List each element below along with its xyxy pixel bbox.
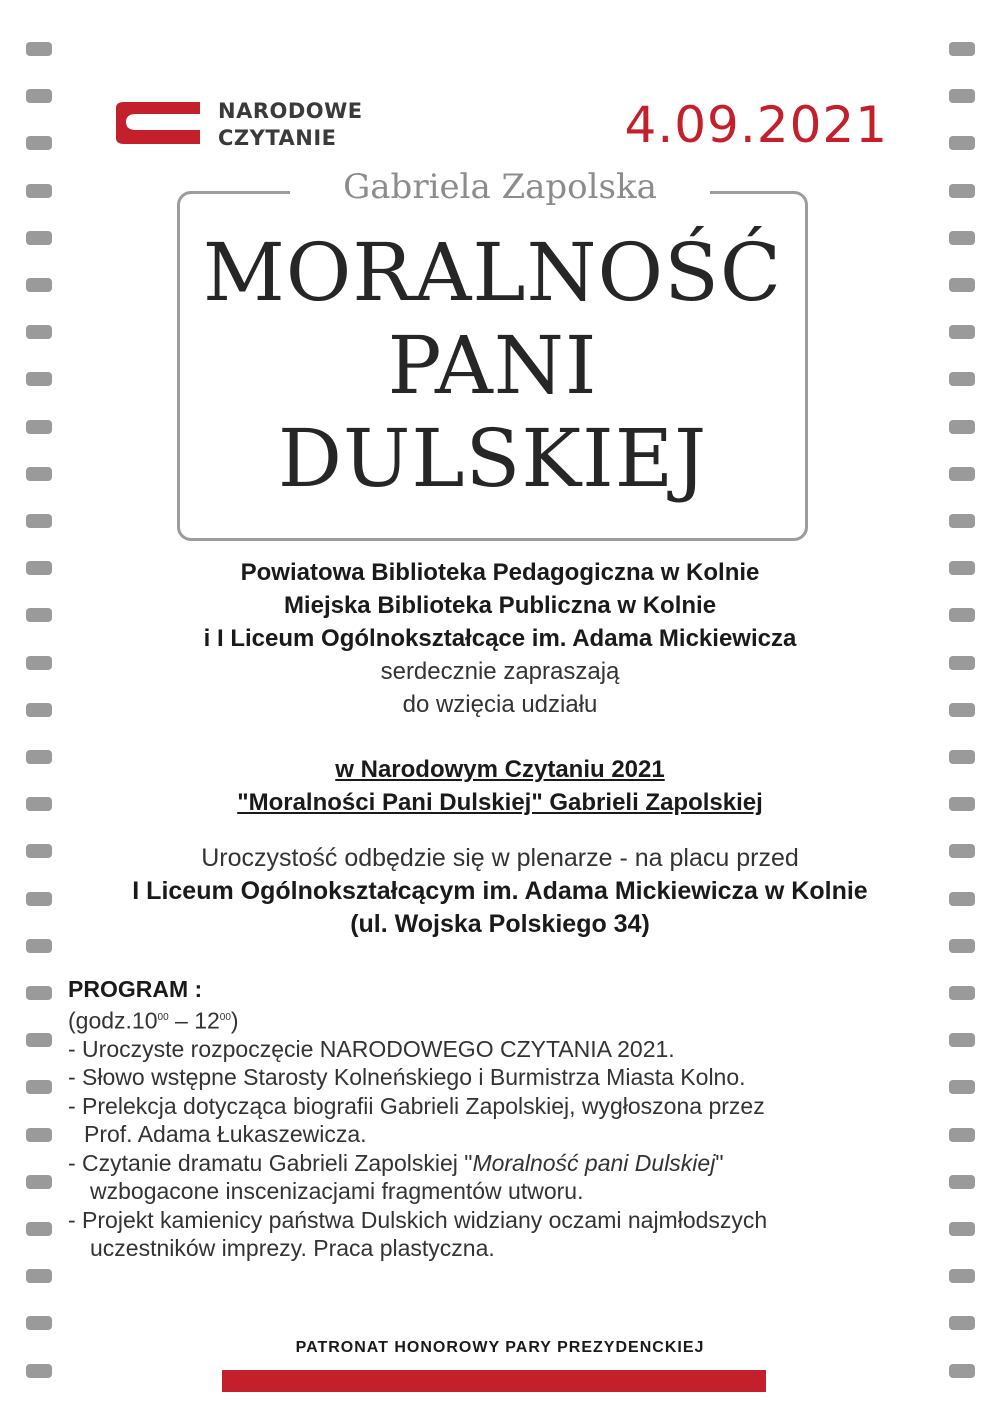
perforation-hole [26, 1128, 52, 1142]
logo-line-2: CZYTANIE [218, 126, 337, 150]
perforation-hole [26, 278, 52, 292]
perforation-hole [26, 1033, 52, 1047]
program-heading: PROGRAM : [68, 976, 203, 1002]
title-line-2: PANI [387, 319, 598, 412]
perforation-hole [26, 1364, 52, 1378]
author-name: Gabriela Zapolska [290, 167, 710, 207]
perforation-hole [26, 1222, 52, 1236]
perforation-hole [949, 986, 975, 1000]
perforation-hole [949, 1222, 975, 1236]
program-item-5: - Projekt kamienicy państwa Dulskich widziany oczami najmłodszych [68, 1206, 768, 1233]
organizer-3: i I Liceum Ogólnokształcące im. Adama Mickiewicza [203, 625, 797, 652]
book-title [177, 226, 808, 505]
perforation-hole [949, 372, 975, 386]
title-line-3: DULSKIEJ [277, 412, 708, 505]
perforation-hole [26, 325, 52, 339]
program-item-3-cont: Prof. Adama Łukaszewicza. [84, 1121, 367, 1148]
perforation-hole [26, 231, 52, 245]
location-block [0, 842, 1000, 941]
honorary-patronage: PATRONAT HONOROWY PARY PREZYDENCKIEJ [295, 1339, 705, 1356]
perforation-hole [949, 136, 975, 150]
perforation-hole [949, 184, 975, 198]
perforation-hole [949, 939, 975, 953]
narodowe-czytanie-logo-icon [116, 100, 206, 152]
program-item-4: - Czytanie dramatu Gabrieli Zapolskiej "Moralność pani Dulskiej" [68, 1149, 724, 1176]
perforation-hole [949, 1128, 975, 1142]
invite-line-2: do wzięcia udziału [402, 691, 598, 718]
perforation-hole [26, 1175, 52, 1189]
organizers-block [0, 556, 1000, 721]
perforation-hole [26, 986, 52, 1000]
location-school: I Liceum Ogólnokształcącym im. Adama Mickiewicza [132, 877, 758, 905]
perforation-hole [26, 372, 52, 386]
program-item-5-cont: uczestników imprezy. Praca plastyczna. [90, 1235, 495, 1262]
perforation-hole [26, 1316, 52, 1330]
perforation-hole [949, 1269, 975, 1283]
perforation-hole [949, 1033, 975, 1047]
event-line-2: "Moralności Pani Dulskiej" Gabrieli Zapolskiej [237, 789, 763, 816]
location-town: w Kolnie [757, 877, 868, 905]
location-address: (ul. Wojska Polskiego 34) [350, 910, 650, 938]
organizer-2: Miejska Biblioteka Publiczna w Kolnie [283, 592, 717, 619]
perforation-hole [949, 1316, 975, 1330]
organizer-1: Powiatowa Biblioteka Pedagogiczna w Kolnie [240, 559, 760, 586]
perforation-hole [26, 1269, 52, 1283]
title-line-1: MORALNOŚĆ [202, 226, 783, 319]
program-item-3: - Prelekcja dotycząca biografii Gabrieli Zapolskiej, wygłoszona przez [68, 1092, 765, 1119]
program-item-2: - Słowo wstępne Starosty Kolneńskiego i Burmistrza Miasta Kolno. [68, 1064, 746, 1091]
program-hours: $(godz.10^{00} - 12^{00})$ [68, 1007, 239, 1034]
perforation-hole [949, 1080, 975, 1094]
perforation-hole [949, 514, 975, 528]
logo-text [218, 98, 363, 152]
event-line-1: w Narodowym Czytaniu 2021 [335, 756, 665, 783]
perforation-hole [26, 420, 52, 434]
program-item-1: - Uroczyste rozpoczęcie NARODOWEGO CZYTANIA 2021. [68, 1035, 675, 1062]
perforation-hole [26, 514, 52, 528]
perforation-hole [949, 278, 975, 292]
logo-line-1: NARODOWE [218, 99, 363, 123]
perforation-hole [949, 42, 975, 56]
program-block [68, 975, 767, 1263]
footer-red-bar [222, 1370, 766, 1392]
perforation-hole [26, 184, 52, 198]
event-date: 4.09.2021 [624, 96, 888, 154]
perforation-hole [26, 1080, 52, 1094]
perforation-hole [26, 89, 52, 103]
event-block [0, 753, 1000, 819]
perforation-hole [26, 467, 52, 481]
perforation-hole [949, 231, 975, 245]
perforation-hole [26, 136, 52, 150]
perforation-hole [26, 939, 52, 953]
perforation-hole [26, 42, 52, 56]
location-line-1: Uroczystość odbędzie się w plenarze - na placu przed [201, 844, 799, 872]
perforation-hole [949, 1175, 975, 1189]
perforation-hole [949, 467, 975, 481]
perforation-hole [949, 325, 975, 339]
perforation-hole [949, 1364, 975, 1378]
invite-line-1: serdecznie zapraszają [380, 658, 620, 685]
perforation-hole [949, 420, 975, 434]
program-item-4-cont: wzbogacone inscenizacjami fragmentów utworu. [90, 1178, 584, 1205]
perforation-hole [949, 89, 975, 103]
